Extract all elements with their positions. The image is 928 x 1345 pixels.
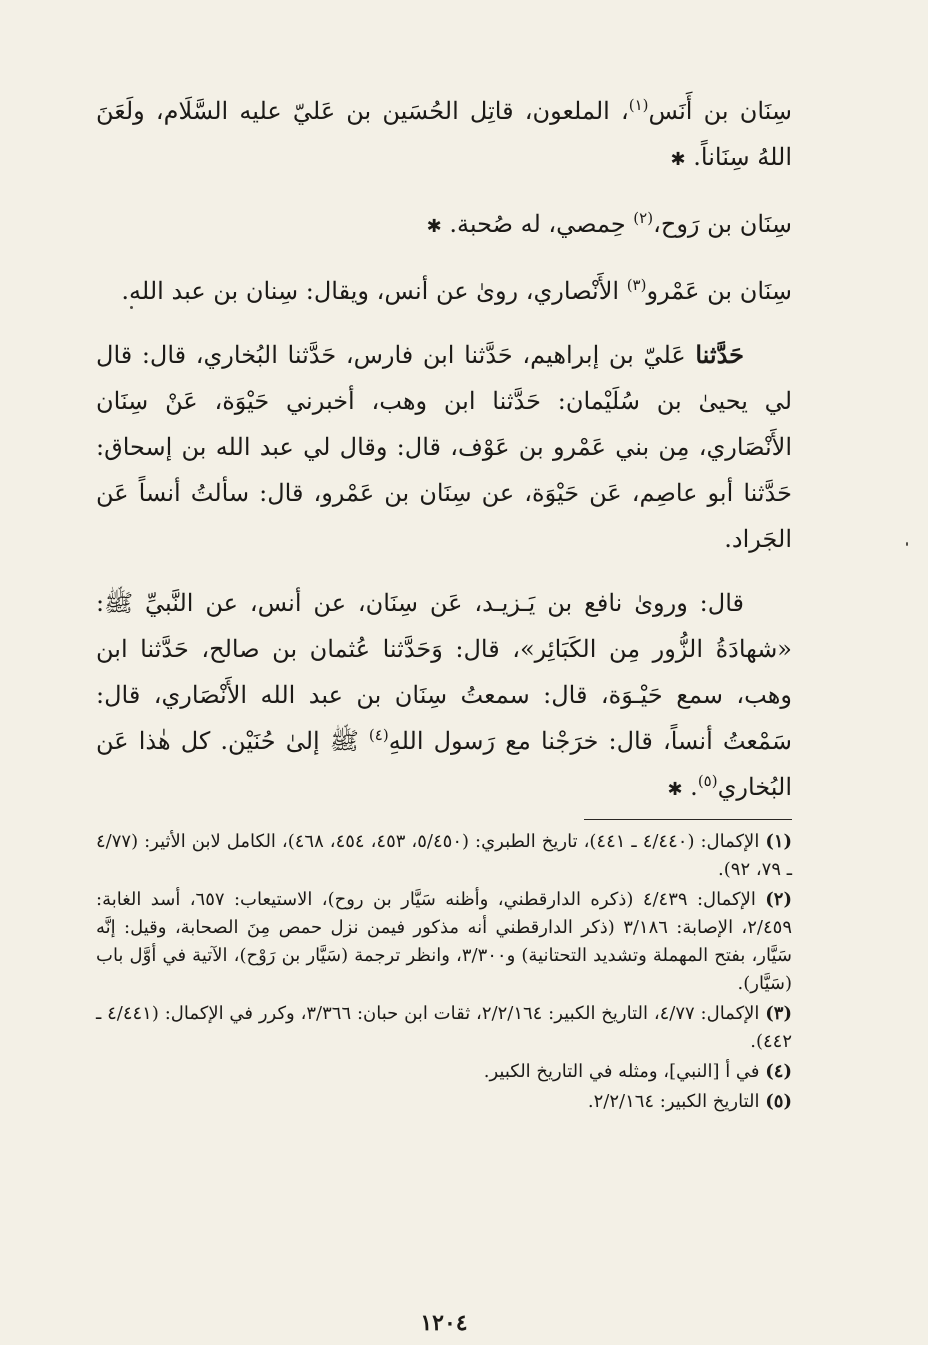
entry-sinan-bin-rawh: [96, 201, 792, 250]
page-number: ١٢٠٤: [420, 1310, 468, 1336]
scan-speck: [130, 306, 133, 309]
main-text: [96, 88, 792, 813]
entry-sinan-bin-amr: [96, 268, 792, 314]
footnotes-section: [96, 828, 792, 1116]
footnote-ref-3[interactable]: (٣): [626, 276, 647, 294]
narration-text-cont: ﷺ إلىٰ حُنَيْن. كل هٰذا عَن البُخاري: [96, 727, 792, 801]
entry-text: ، الملعون، قاتِل الحُسَين بن عَليّ عليه السَّلَام، ولَعَنَ اللهُ سِنَاناً.: [96, 97, 792, 171]
footnote-1: [96, 828, 792, 884]
footnote-3: [96, 1000, 792, 1056]
book-page: [96, 88, 793, 1336]
footnote-ref-4[interactable]: (٤): [368, 726, 389, 744]
asterisk-marker-icon: ✱: [667, 779, 683, 800]
footnote-ref-5[interactable]: (٥): [697, 772, 718, 790]
footnote-5: [96, 1088, 792, 1116]
entry-text: الأَنْصاري، روىٰ عن أنس، ويقال: سِنان بن عبد الله.: [121, 277, 627, 305]
footnote-number: (٤): [765, 1061, 792, 1082]
narration-paragraph-2: [96, 580, 792, 813]
entry-sinan-bin-anas: [96, 88, 792, 183]
footnote-2: [96, 886, 792, 998]
narration-lead: حَدَّثنا: [695, 340, 744, 369]
asterisk-marker-icon: ✱: [426, 216, 442, 237]
footnote-ref-2[interactable]: (٢): [633, 209, 654, 227]
footnote-text: التاريخ الكبير: ٢/٢/١٦٤.: [587, 1091, 760, 1112]
narration-end: .: [690, 773, 698, 801]
footnote-number: (٥): [765, 1091, 792, 1112]
entry-heading: سِنَان بن رَوح،: [653, 210, 792, 238]
footnote-4: [96, 1058, 792, 1086]
entry-heading: سِنَان بن أَنَس: [648, 97, 792, 125]
footnote-number: (٣): [765, 1003, 792, 1024]
asterisk-marker-icon: ✱: [670, 149, 686, 170]
footnote-text: الإكمال: ٤/٧٧، التاريخ الكبير: ٢/٢/١٦٤، ثقات ابن حبان: ٣/٣٦٦، وكرر في الإكمال: (٤/٤٤١ ـ ٤٤٢).: [96, 1003, 792, 1052]
narration-text: عَليّ بن إبراهيم، حَدَّثنا ابن فارس، حَدَّثنا البُخاري، قال: قال لي يحيىٰ بن سُلَيْمان: حَدَّثنا ابن وهب، أخبرني حَيْوَة، عَنْ سِنَان الأَنْصَاري، مِن بني عَمْرو بن عَوْف، قال: وقال لي عبد الله بن إسحاق: حَدَّثنا أبو عاصِم، عَن حَيْوَة، عن سِنَان بن عَمْرو، قال: سألتُ أنساً عَن الجَراد.: [96, 341, 792, 553]
footnote-divider: [584, 819, 792, 820]
entry-text: حِمصي، له صُحبة.: [449, 210, 634, 238]
footnote-number: (١): [765, 831, 793, 852]
footnote-text: الإكمال: ٤/٤٣٩ (ذكره الدارقطني، وأظنه سَيَّار بن روح)، الاستيعاب: ٦٥٧، أسد الغابة: ٢/٤٥٩، الإصابة: ٣/١٨٦ (ذكر الدارقطني أنه مذكور فيمن نزل حمص مِنَ الصحابة، وقيل: إنَّه سَيَّار، بفتح المهملة وتشديد التحتانية) و٣/٣٠٠، وانظر ترجمة (سَيَّار بن رَوْح)، الآتية في أوَّل باب (سَيَّار).: [96, 889, 792, 994]
footnote-text: في أ [النبي]، ومثله في التاريخ الكبير.: [483, 1061, 760, 1082]
narration-text: قال: وروىٰ نافع بن يَـزيـد، عَن سِنَان، عن أنس، عن النَّبيِّ ﷺ: «شهادَةُ الزُّور مِن الكَبَائِر»، قال: وَحَدَّثنا عُثمان بن صالح، حَدَّثنا ابن وهب، سمع حَيْـوَة، قال: سمعتُ سِنَان بن عبد الله الأَنْصَاري، قال: سَمْعتُ أنساً، قال: خرَجْنا مع رَسول اللهِ: [96, 589, 792, 755]
footnote-ref-1[interactable]: (١): [628, 96, 649, 114]
footnote-text: الإكمال: (٤/٤٤٠ ـ ٤٤١)، تاريخ الطبري: (٥/٤٥٠، ٤٥٣، ٤٥٤، ٤٦٨)، الكامل لابن الأثير: (٤/٧٧ ـ ٧٩، ٩٢).: [96, 831, 792, 880]
entry-heading: سِنَان بن عَمْرو: [646, 277, 792, 305]
scan-speck: [906, 542, 908, 546]
footnote-number: (٢): [765, 889, 792, 910]
narration-paragraph: [96, 332, 792, 562]
